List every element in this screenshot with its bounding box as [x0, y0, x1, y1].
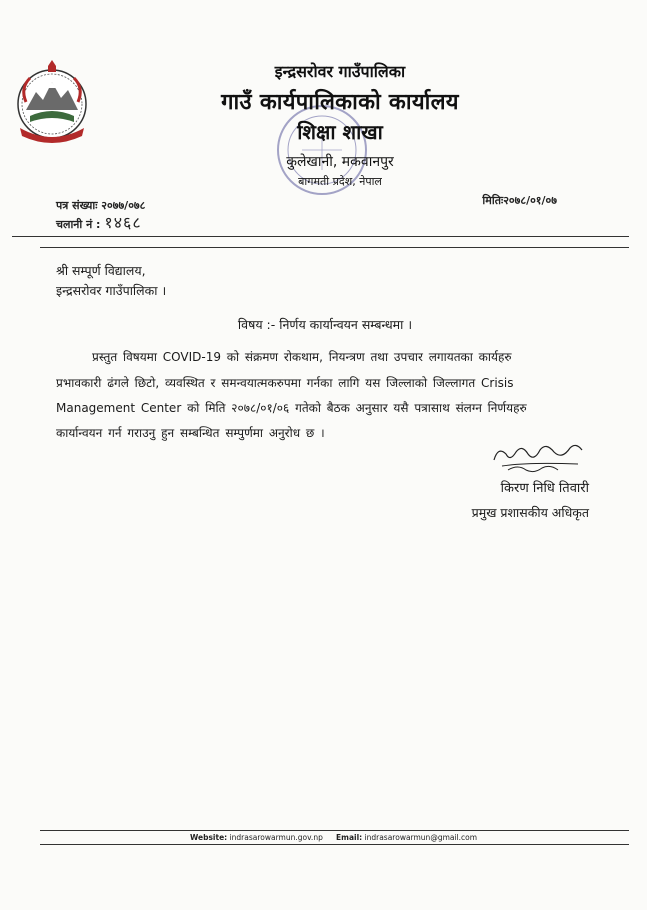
section-name: शिक्षा शाखा: [297, 120, 383, 144]
signatory-name: किरण निधि तिवारी: [500, 481, 589, 496]
handwritten-signature: [488, 440, 588, 474]
signatory-title: प्रमुख प्रशासकीय अधिकृत: [471, 505, 589, 520]
website-link[interactable]: indrasarowarmun.gov.np: [229, 833, 323, 842]
dispatch-number-label: चलानी नं :: [56, 218, 101, 231]
header-divider: [12, 236, 629, 237]
recipient-line-2: इन्द्रसरोवर गाउँपालिका ।: [56, 283, 167, 298]
province-name: बागमती प्रदेश, नेपाल: [298, 175, 382, 188]
body-line-4: कार्यान्वयन गर्न गराउनु हुन सम्बन्धित सम्पुर्णमा अनुरोध छ ।: [56, 426, 325, 440]
letter-subject: विषय :- निर्णय कार्यान्वयन सम्बन्धमा ।: [237, 317, 413, 332]
body-line-3: Management Center को मिति २०७८/०१/०६ गतेको बैठक अनुसार यसै पत्रासाथ संलग्न निर्णयहरु: [56, 401, 527, 415]
email-label: Email:: [336, 833, 363, 842]
body-line-1: प्रस्तुत विषयमा COVID-19 को संक्रमण रोकथाम, नियन्त्रण तथा उपचार लगायतका कार्यहरु: [92, 350, 512, 364]
footer-email: [336, 833, 477, 842]
website-label: Website:: [190, 833, 228, 842]
dispatch-number-value: १४६८: [104, 213, 142, 232]
nepal-emblem-icon: [12, 58, 92, 150]
email-link[interactable]: indrasarowarmun@gmail.com: [364, 833, 478, 842]
body-line-2: प्रभावकारी ढंगले छिटो, व्यवस्थित र समन्वयात्मकरुपमा गर्नका लागि यस जिल्लाको जिल्लागत Crisis: [56, 376, 514, 390]
municipality-name: इन्द्रसरोवर गाउँपालिका: [274, 62, 406, 81]
dispatch-number: [56, 211, 142, 233]
header-divider-secondary: [40, 247, 629, 248]
footer-divider-bottom: [40, 844, 629, 845]
recipient-line-1: श्री सम्पूर्ण विद्यालय,: [56, 263, 146, 278]
reference-number: पत्र संख्याः २०७७/०७८: [56, 199, 146, 212]
office-address: कुलेखानी, मकवानपुर: [286, 154, 394, 170]
footer-divider-top: [40, 830, 629, 831]
office-name: गाउँ कार्यपालिकाको कार्यालय: [221, 90, 459, 115]
footer-website: [190, 833, 323, 842]
letter-date: मितिः२०७८/०१/०७: [482, 194, 557, 207]
